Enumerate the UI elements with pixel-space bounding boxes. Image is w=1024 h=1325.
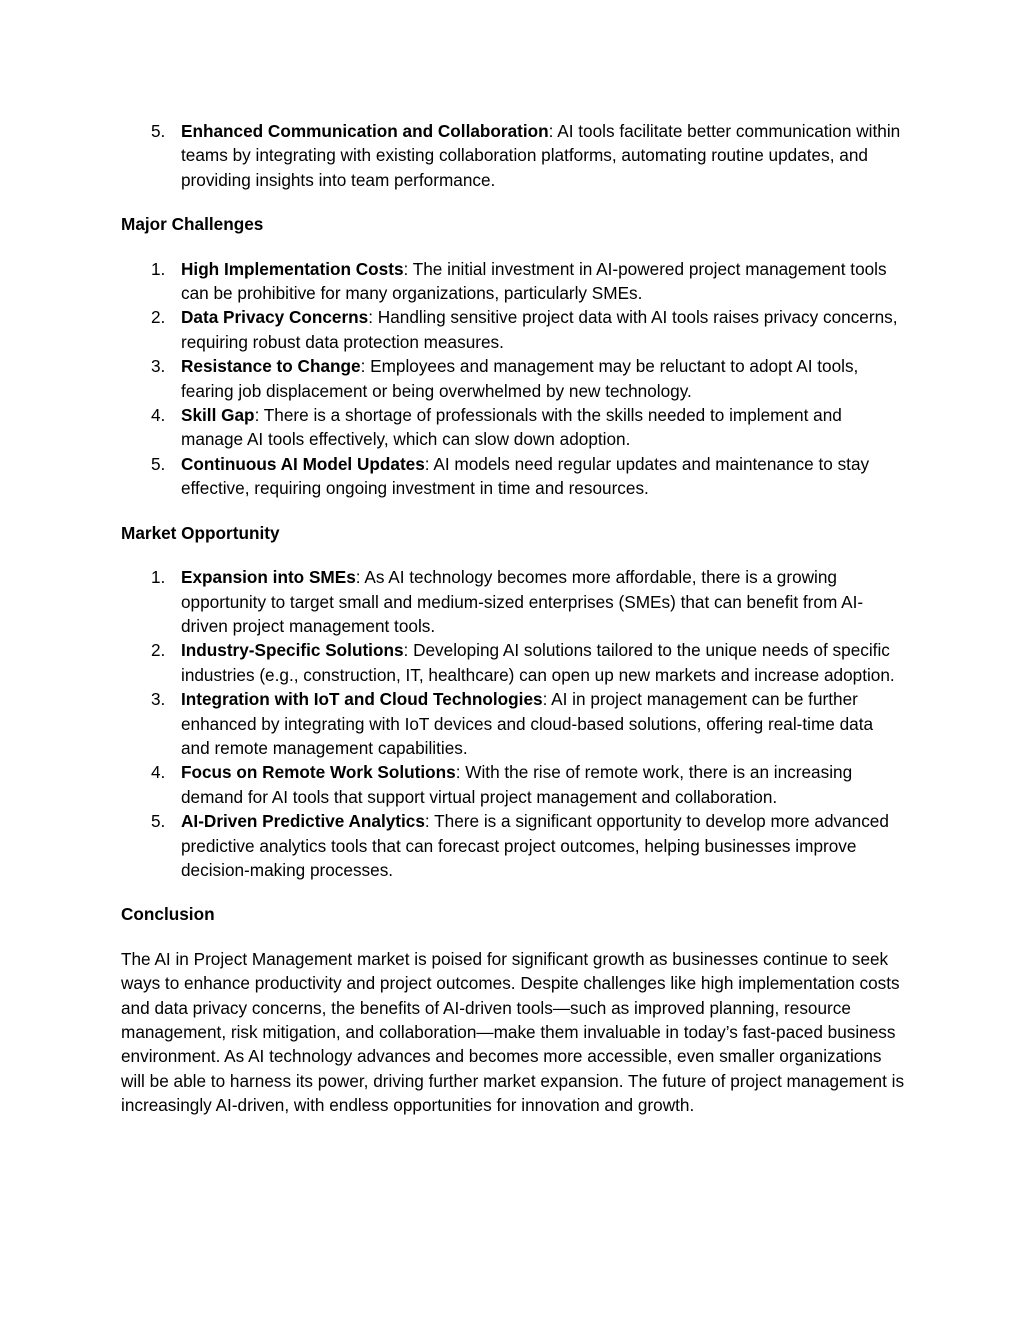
opportunity-list [121, 565, 906, 882]
list-item [121, 305, 906, 354]
list-item-number: 4. [151, 405, 166, 426]
intro-list [121, 119, 906, 192]
list-item-text: : AI models need regular updates and maintenance to stay effective, requiring ongoing investment in time and resources. [181, 453, 870, 499]
list-item-text: : AI tools facilitate better communication within teams by integrating with existing collaboration platforms, automating routine updates, and providing insights into team performance. [181, 121, 901, 190]
list-item-number: 4. [151, 762, 166, 783]
list-item-text: : Developing AI solutions tailored to the unique needs of specific industries (e.g., construction, IT, healthcare) can open up new markets and increase adoption. [181, 640, 895, 685]
list-item-text: : There is a significant opportunity to develop more advanced predictive analytics tools that can forecast project outcomes, helping businesses improve decision-making processes. [181, 811, 889, 880]
list-item-text: : As AI technology becomes more affordable, there is a growing opportunity to target small and medium-sized enterprises (SMEs) that can benefit from AI-driven project management tools. [181, 567, 864, 636]
list-item-title: Enhanced Communication and Collaboration [181, 121, 549, 141]
list-item-text: : There is a shortage of professionals with the skills needed to implement and manage AI tools effectively, which can slow down adoption. [181, 405, 842, 450]
list-item-number: 5. [151, 811, 166, 832]
list-item-title: AI-Driven Predictive Analytics [181, 811, 425, 832]
list-item-number: 5. [151, 453, 166, 474]
list-item [121, 119, 906, 192]
list-item [121, 687, 906, 760]
list-item-number: 1. [151, 567, 166, 588]
list-item-number: 1. [151, 258, 166, 279]
list-item [121, 565, 906, 638]
list-item [121, 452, 906, 501]
list-item [121, 257, 906, 306]
list-item-title: Expansion into SMEs [181, 567, 356, 588]
list-item-title: High Implementation Costs [181, 258, 404, 279]
list-item [121, 403, 906, 452]
list-item [121, 760, 906, 809]
section-heading-challenges: Major Challenges [121, 214, 264, 235]
list-item-text: : Employees and management may be reluctant to adopt AI tools, fearing job displacement or being overwhelmed by new technology. [181, 356, 859, 401]
conclusion-paragraph: The AI in Project Management market is poised for significant growth as businesses continue to seek ways to enhance productivity and project outcomes. Despite challenges like high implementation costs and data privacy concerns, the benefits of AI-driven tools—such as improved planning, resource management, risk mitigation, and collaboration—make them invaluable in today’s fast-paced business environment. As AI technology advances and becomes more accessible, even smaller organizations will be able to harness its power, driving further market expansion. The future of project management is increasingly AI-driven, with endless opportunities for innovation and growth. [121, 948, 905, 1116]
list-item-number: 2. [151, 640, 166, 661]
list-item-title: Focus on Remote Work Solutions [181, 762, 456, 783]
list-item-number: 5. [151, 121, 166, 141]
challenges-list [121, 257, 906, 501]
list-item [121, 809, 906, 882]
list-item-title: Industry-Specific Solutions [181, 640, 404, 661]
list-item-number: 2. [151, 307, 166, 328]
list-item [121, 354, 906, 403]
list-item-title: Skill Gap [181, 405, 255, 426]
list-item-number: 3. [151, 356, 166, 377]
list-item-title: Resistance to Change [181, 356, 361, 377]
list-item-text: : The initial investment in AI-powered project management tools can be prohibitive for many organizations, particularly SMEs. [181, 258, 887, 304]
list-item-title: Continuous AI Model Updates [181, 453, 425, 474]
list-item-text: : With the rise of remote work, there is an increasing demand for AI tools that support virtual project management and collaboration. [181, 762, 853, 807]
document-content [121, 119, 906, 1118]
list-item-text: : Handling sensitive project data with AI tools raises privacy concerns, requiring robust data protection measures. [181, 307, 898, 352]
section-heading-conclusion: Conclusion [121, 904, 215, 925]
list-item [121, 638, 906, 687]
list-item-text: : AI in project management can be further enhanced by integrating with IoT devices and cloud-based solutions, offering real-time data and remote management capabilities. [181, 689, 874, 758]
list-item-number: 3. [151, 689, 166, 710]
list-item-title: Integration with IoT and Cloud Technologies [181, 689, 543, 710]
section-heading-opportunity: Market Opportunity [121, 522, 280, 543]
list-item-title: Data Privacy Concerns [181, 307, 369, 328]
